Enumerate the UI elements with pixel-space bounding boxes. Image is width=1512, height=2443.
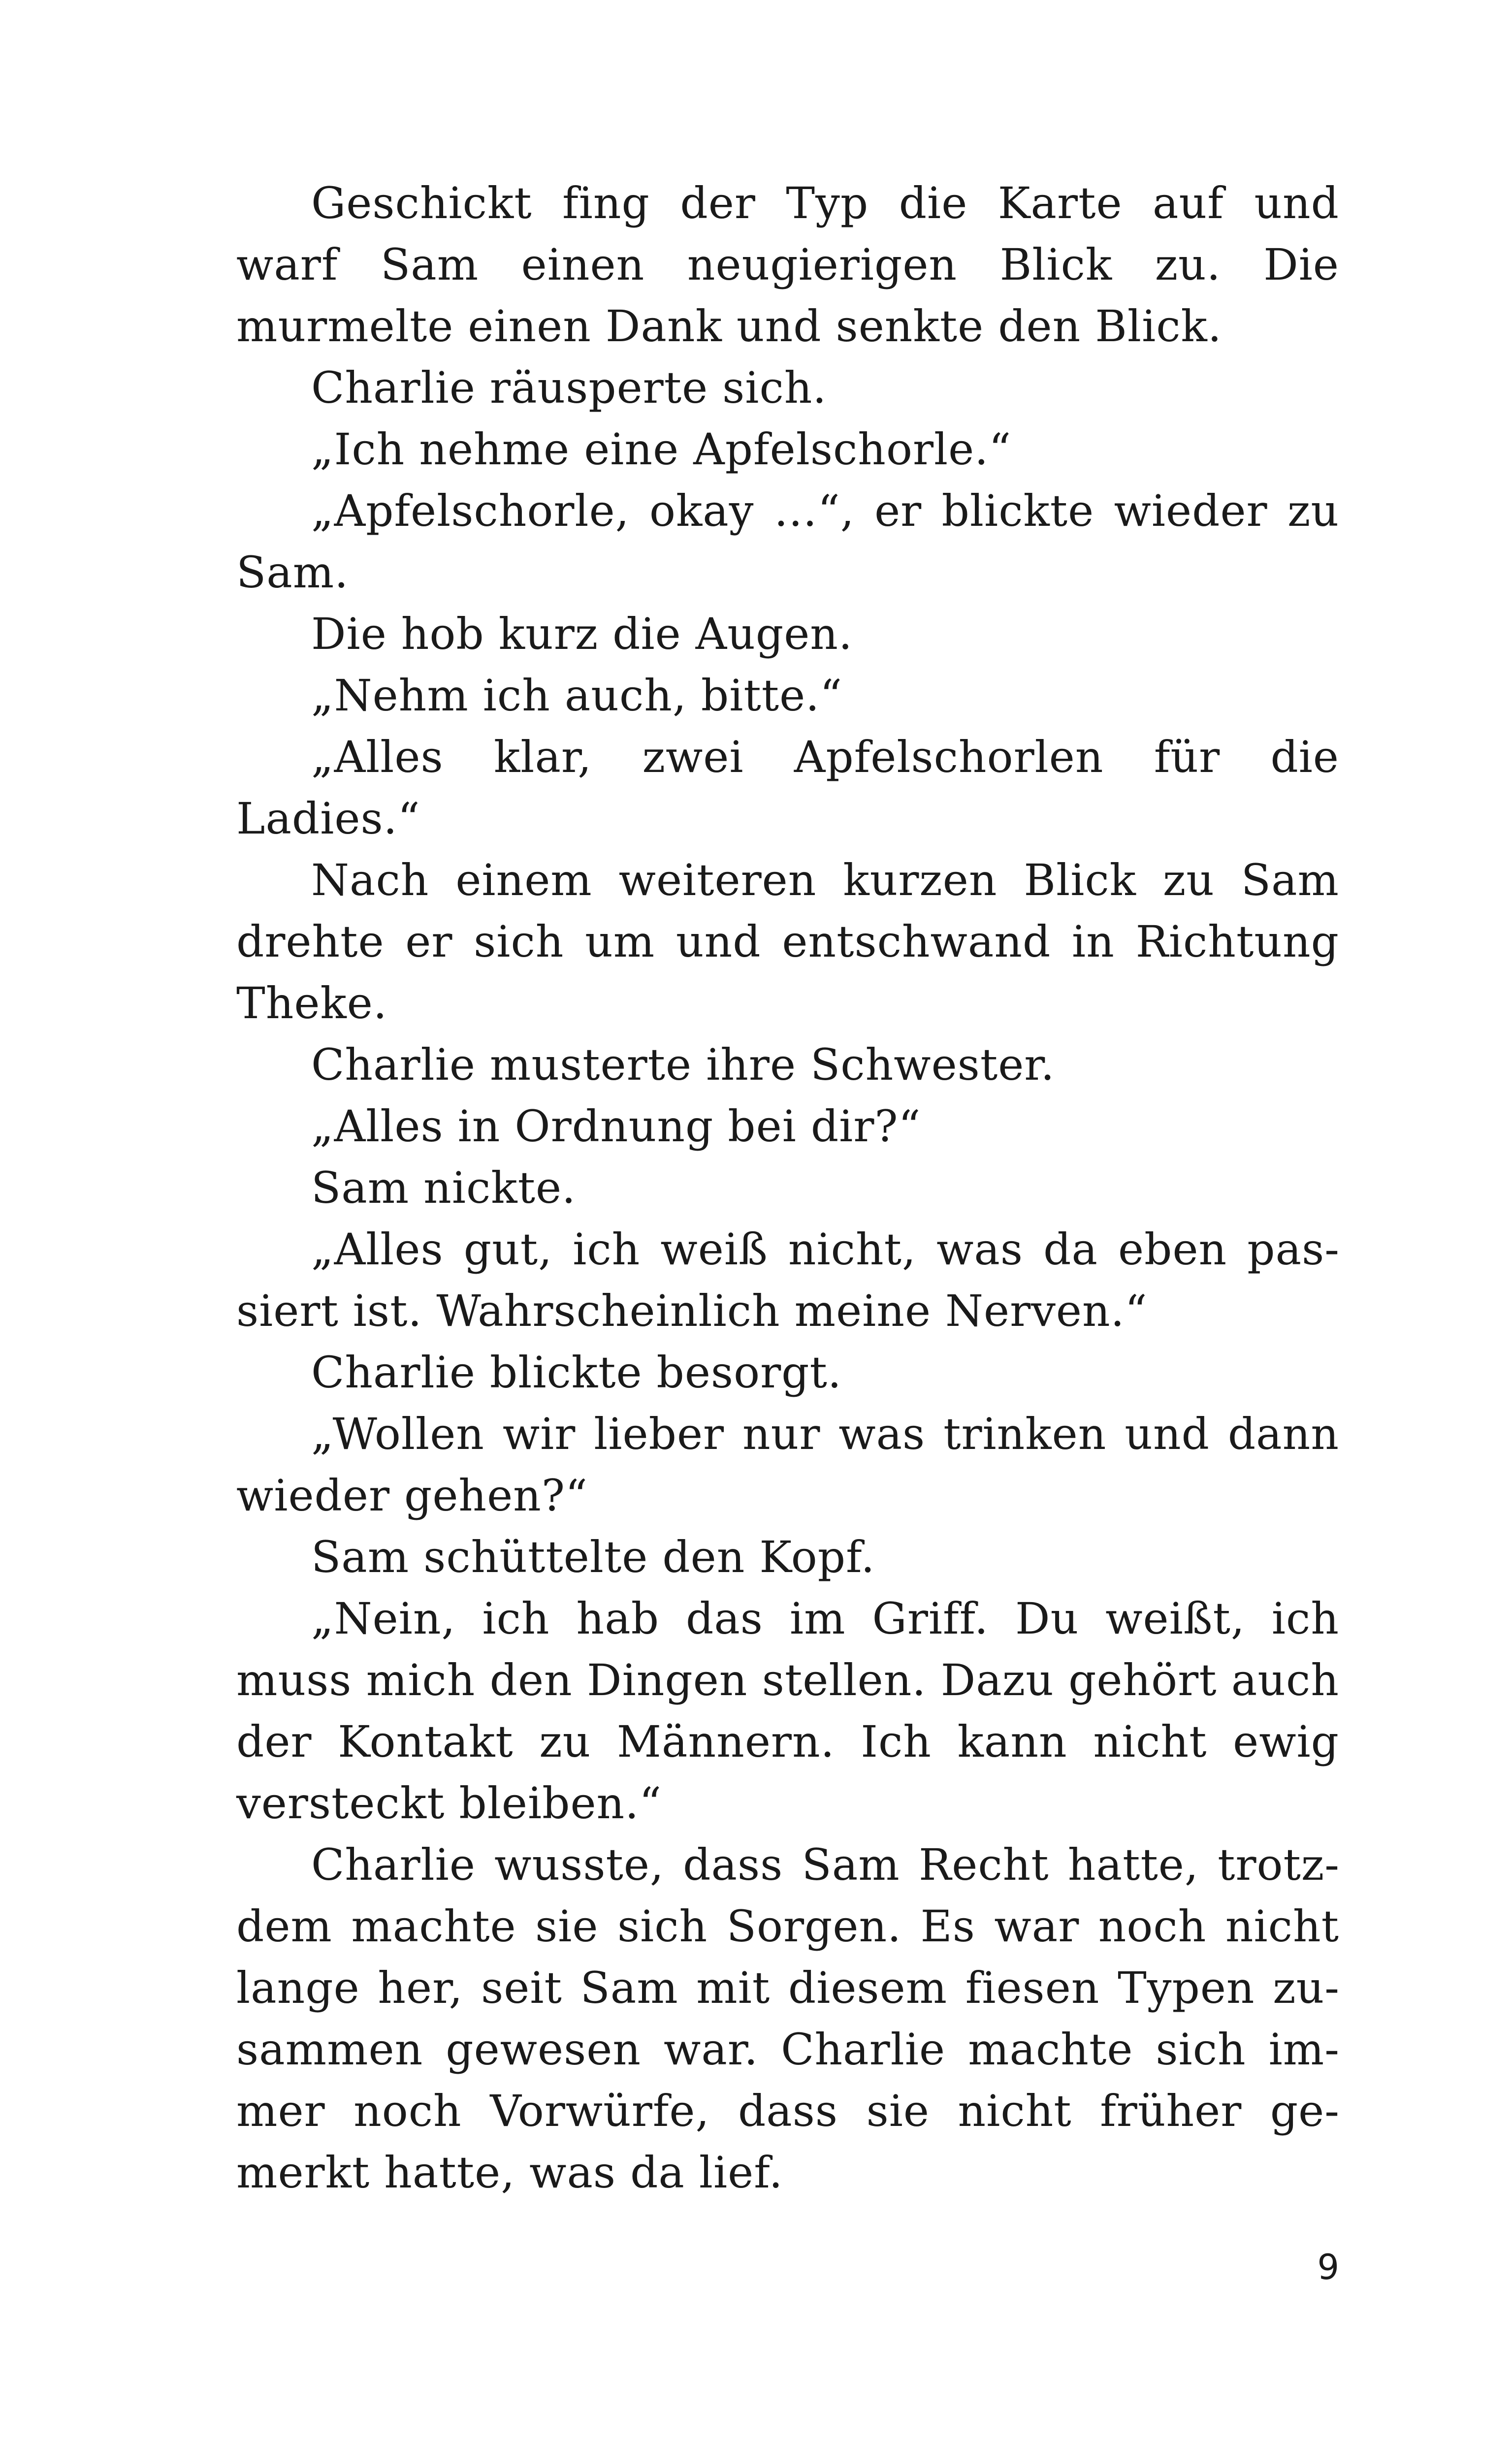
paragraph: „Alles gut, ich weiß nicht, was da eben passiert ist. Wahrscheinlich meine Nerven.“ xyxy=(236,1224,1339,1336)
paragraph: „Alles in Ordnung bei dir?“ xyxy=(311,1101,921,1152)
paragraph: Sam nickte. xyxy=(311,1162,577,1213)
page-number: 9 xyxy=(1317,2247,1339,2287)
paragraph: Charlie blickte besorgt. xyxy=(311,1347,842,1398)
paragraph: „Ich nehme eine Apfelschorle.“ xyxy=(311,424,1012,475)
paragraph: „Apfelschorle, okay …“, er blickte wieder zu Sam. xyxy=(236,485,1339,598)
paragraph: Charlie musterte ihre Schwester. xyxy=(311,1039,1055,1090)
paragraph: „Alles klar, zwei Apfelschorlen für die Ladies.“ xyxy=(236,732,1339,844)
paragraph: Charlie räusperte sich. xyxy=(311,362,827,413)
paragraph: Geschickt fing der Typ die Karte auf und warf Sam einen neugierigen Blick zu. Die murmelte einen Dank und senkte den Blick. xyxy=(236,178,1339,352)
paragraph: Nach einem weiteren kurzen Blick zu Sam drehte er sich um und entschwand in Richtung Theke. xyxy=(236,855,1339,1029)
paragraph: Charlie wusste, dass Sam Recht hatte, trotzdem machte sie sich Sorgen. Es war noch nicht lange her, seit Sam mit diesem fiesen Typen zusammen gewesen war. Charlie machte sich immer noch Vorwürfe, dass sie nicht früher gemerkt hatte, was da lief. xyxy=(236,1839,1339,2198)
paragraph: „Wollen wir lieber nur was trinken und dann wieder gehen?“ xyxy=(236,1409,1339,1521)
body-text xyxy=(236,172,1339,2203)
paragraph: „Nehm ich auch, bitte.“ xyxy=(311,670,843,721)
paragraph: „Nein, ich hab das im Griff. Du weißt, ich muss mich den Dingen stellen. Dazu gehört auch der Kontakt zu Männern. Ich kann nicht ewig versteckt bleiben.“ xyxy=(236,1593,1339,1829)
paragraph: Sam schüttelte den Kopf. xyxy=(311,1532,875,1582)
paragraph: Die hob kurz die Augen. xyxy=(311,609,853,659)
